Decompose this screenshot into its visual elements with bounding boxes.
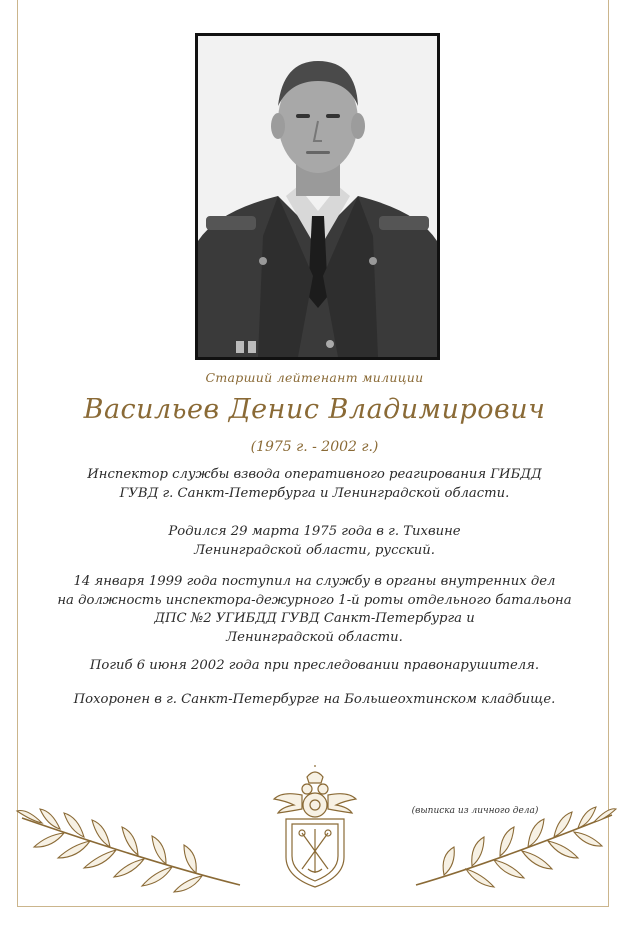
rank-title: Старший лейтенант милиции	[205, 370, 424, 385]
officer-portrait-icon	[198, 36, 437, 357]
service-line: 14 января 1999 года поступил на службу в органы внутренних дел	[73, 574, 556, 589]
death-paragraph: Погиб 6 июня 2002 года при преследовании правонарушителя.	[89, 658, 540, 673]
laurel-branch-left-icon	[12, 803, 244, 893]
police-eagle-emblem-icon	[272, 765, 358, 889]
position-paragraph	[30, 466, 599, 503]
source-note: (выписка из личного дела)	[411, 806, 539, 816]
birth-line: Ленинградской области, русский.	[194, 542, 435, 558]
laurel-branch-right-icon	[412, 803, 618, 893]
position-line: ГУВД г. Санкт-Петербурга и Ленинградской области.	[119, 485, 510, 501]
person-name: Васильев Денис Владимирович	[83, 394, 546, 425]
service-line: ДПС №2 УГИБДД ГУВД Санкт-Петербурга и	[154, 611, 475, 626]
service-line: Ленинградской области.	[226, 629, 403, 645]
portrait-photo	[195, 33, 440, 360]
burial-paragraph: Похоронен в г. Санкт-Петербурге на Большеохтинском кладбище.	[73, 692, 556, 707]
position-line: Инспектор службы взвода оперативного реагирования ГИБДД	[87, 467, 542, 482]
service-paragraph	[30, 573, 599, 647]
life-years: (1975 г. - 2002 г.)	[250, 439, 379, 455]
birth-paragraph	[30, 523, 599, 560]
birth-line: Родился 29 марта 1975 года в г. Тихвине	[168, 524, 461, 539]
service-line: на должность инспектора-дежурного 1-й роты отдельного батальона	[57, 592, 572, 608]
